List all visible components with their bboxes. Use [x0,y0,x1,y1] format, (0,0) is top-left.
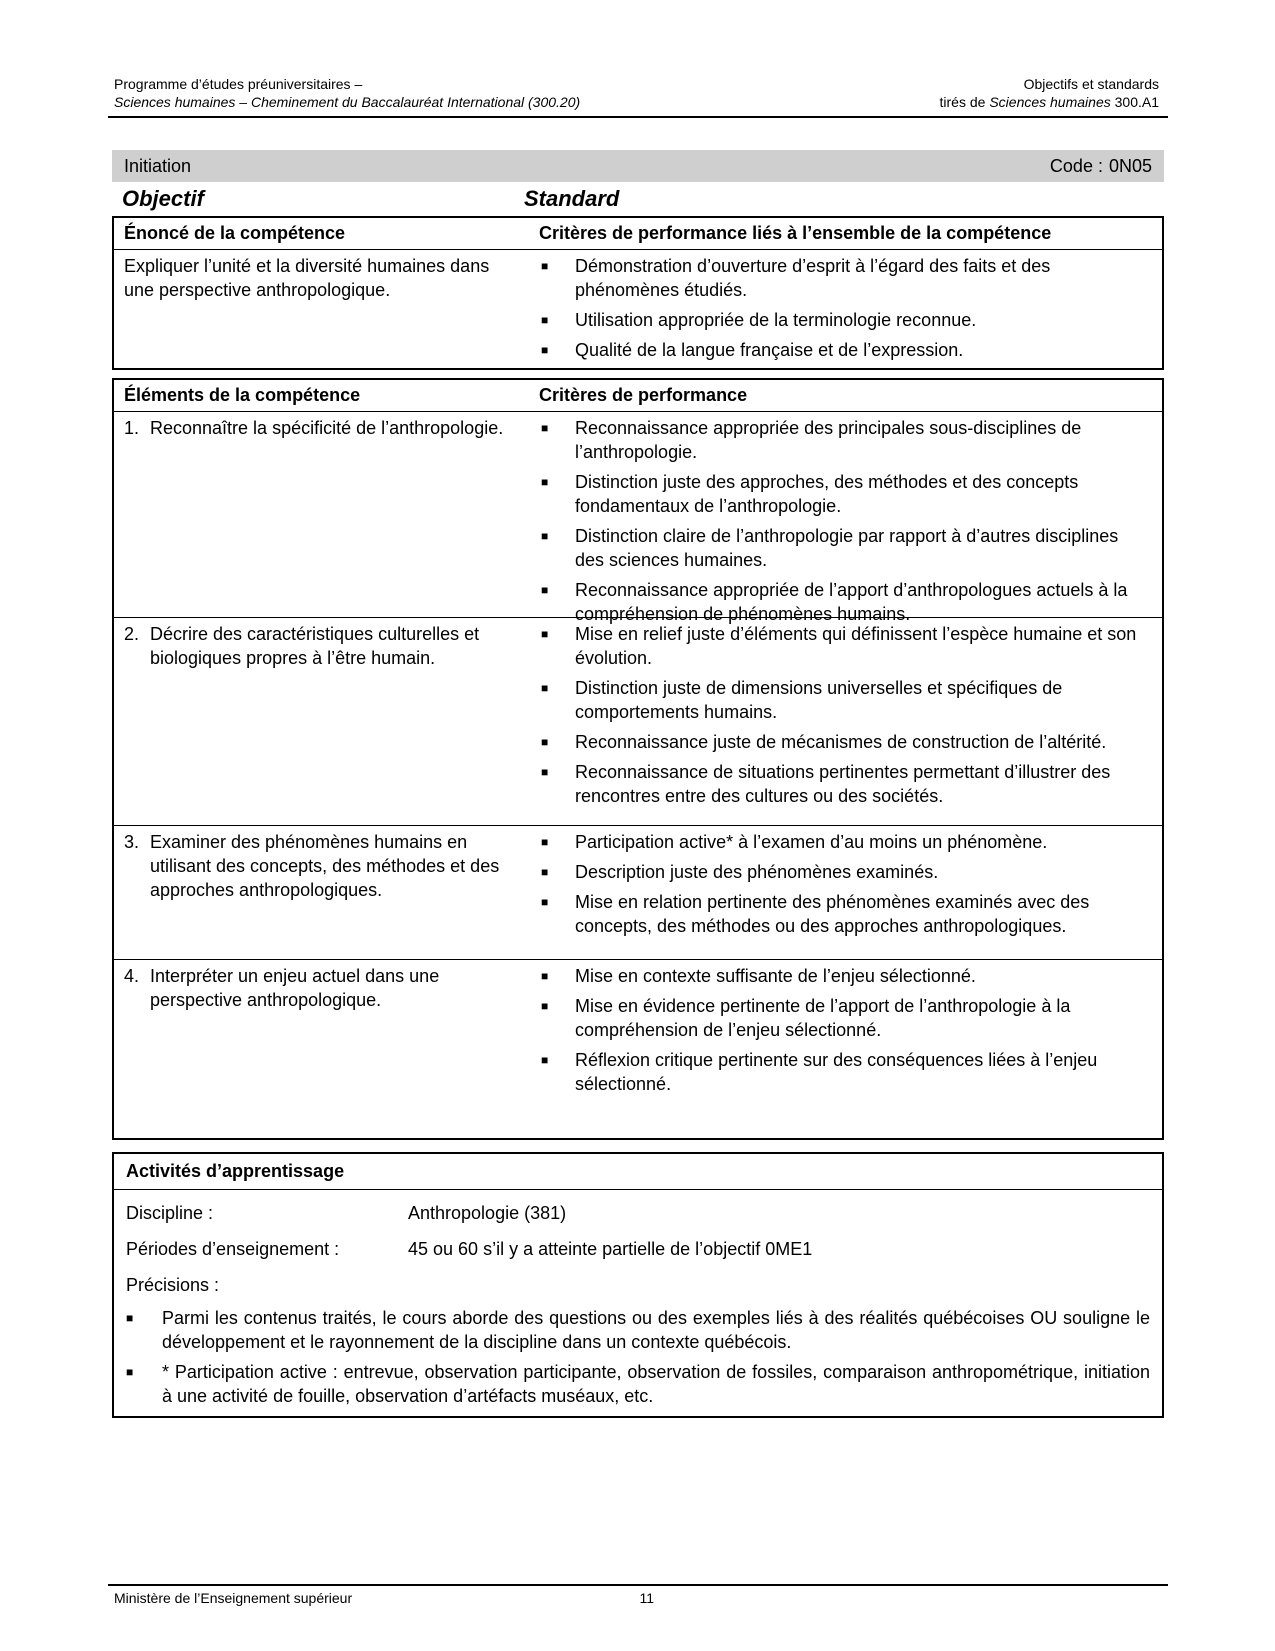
elements-box [112,378,1164,1140]
criterion-item: ■ Distinction juste de dimensions universelles et spécifiques de comportements humains. [541,678,1063,722]
square-bullet-icon: ■ [541,259,549,273]
criterion-item: ■ Qualité de la langue française et de l’expression. [541,340,964,360]
criterion-item: ■ Description juste des phénomènes examinés. [541,862,939,882]
element-criteria-list [539,622,1152,808]
footer-ministry: Ministère de l’Enseignement supérieur [114,1590,353,1606]
competence-box [112,216,1164,370]
element-row [114,412,1162,624]
criterion-item: ■ Participation active* à l’examen d’au moins un phénomène. [541,832,1048,852]
square-bullet-icon: ■ [541,343,549,357]
criterion-item: ■ Utilisation appropriée de la terminologie reconnue. [541,310,977,330]
objective-bar [112,150,1164,182]
objective-title: Initiation [124,155,192,176]
criterion-item: ■ Reconnaissance de situations pertinentes permettant d’illustrer des rencontres entre des cultures ou des sociétés. [541,762,1111,806]
square-bullet-icon: ■ [541,681,549,695]
element-criteria-list [539,964,1152,1096]
competence-statement: Expliquer l’unité et la diversité humaines dans une perspective anthropologique. [124,256,490,300]
header-program: Programme d’études préuniversitaires – [114,76,363,92]
square-bullet-icon: ■ [541,835,549,849]
element-criteria-list [539,830,1152,938]
competence-criteria-list [539,254,1152,362]
criterion-item: ■ Mise en relation pertinente des phénomènes examinés avec des concepts, des méthodes ou des approches anthropologiques. [541,892,1090,936]
square-bullet-icon: ■ [541,765,549,779]
header-objectives: Objectifs et standards [1023,76,1159,92]
criterion-item: ■ Distinction claire de l’anthropologie par rapport à d’autres disciplines des sciences humaines. [541,526,1119,570]
element-text: Interpréter un enjeu actuel dans une perspective anthropologique. [150,966,440,1010]
header-rule [108,116,1168,118]
criterion-item: ■ Démonstration d’ouverture d’esprit à l’égard des faits et des phénomènes étudiés. [541,256,1051,300]
square-bullet-icon: ■ [541,475,549,489]
precision-item: ■ * Participation active : entrevue, observation participante, observation de fossiles, comparaison anthropométrique, initiation à une activité de fouille, observation d’artéfacts muséaux, etc. [126,1362,1150,1406]
element-row [114,960,1162,1104]
square-bullet-icon: ■ [541,735,549,749]
objective-heading: Objectif [122,186,204,211]
criterion-item: ■ Réflexion critique pertinente sur des conséquences liées à l’enjeu sélectionné. [541,1050,1098,1094]
precisions-label: Précisions : [126,1275,220,1295]
precisions-list [114,1306,1162,1408]
header-source: tirés de Sciences humaines 300.A1 [939,94,1159,110]
square-bullet-icon: ■ [541,529,549,543]
square-bullet-icon: ■ [541,1053,549,1067]
standard-heading: Standard [524,186,620,211]
page-number: 11 [639,1590,654,1606]
square-bullet-icon: ■ [541,999,549,1013]
element-number: 1. [124,418,140,438]
square-bullet-icon: ■ [541,895,549,909]
square-bullet-icon: ■ [541,865,549,879]
square-bullet-icon: ■ [126,1311,134,1325]
square-bullet-icon: ■ [126,1365,134,1379]
activities-box [112,1152,1164,1418]
square-bullet-icon: ■ [541,421,549,435]
square-bullet-icon: ■ [541,627,549,641]
footer-rule [108,1584,1168,1586]
criterion-item: ■ Mise en contexte suffisante de l’enjeu sélectionné. [541,966,976,986]
element-text: Décrire des caractéristiques culturelles et biologiques propres à l’être humain. [150,624,480,668]
precision-item: ■ Parmi les contenus traités, le cours aborde des questions ou des exemples liés à des réalités québécoises OU souligne le développement et le rayonnement de la discipline dans un contexte québécois. [126,1308,1150,1352]
column-headers [122,186,1162,216]
criterion-item: ■ Reconnaissance juste de mécanismes de construction de l’altérité. [541,732,1107,752]
criterion-item: ■ Mise en relief juste d’éléments qui définissent l’espèce humaine et son évolution. [541,624,1137,668]
activities-header: Activités d’apprentissage [114,1154,1162,1190]
objective-code: Code : 0N05 [1049,155,1152,176]
criterion-item: ■ Reconnaissance appropriée de l’apport d’anthropologues actuels à la compréhension de phénomènes humains. [541,580,1128,624]
running-header [114,75,1159,111]
element-number: 4. [124,966,140,986]
header-pathway: Sciences humaines – Cheminement du Baccalauréat International (300.20) [114,94,581,110]
square-bullet-icon: ■ [541,313,549,327]
criterion-item: ■ Reconnaissance appropriée des principales sous-disciplines de l’anthropologie. [541,418,1082,462]
competence-header: Énoncé de la compétence Critères de performance liés à l’ensemble de la compétence [114,218,1162,250]
square-bullet-icon: ■ [541,583,549,597]
element-row [114,826,1162,960]
discipline-line: Discipline : Anthropologie (381) [126,1203,567,1223]
element-criteria-list [539,416,1152,626]
element-text: Reconnaître la spécificité de l’anthropologie. [150,418,504,438]
criterion-item: ■ Mise en évidence pertinente de l’apport de l’anthropologie à la compréhension de l’enjeu sélectionné. [541,996,1071,1040]
element-number: 3. [124,832,140,852]
square-bullet-icon: ■ [541,969,549,983]
criterion-item: ■ Distinction juste des approches, des méthodes et des concepts fondamentaux de l’anthropologie. [541,472,1079,516]
element-text: Examiner des phénomènes humains en utilisant des concepts, des méthodes et des approches anthropologiques. [150,832,500,900]
page-footer [114,1590,654,1606]
periods-line: Périodes d’enseignement : 45 ou 60 s’il y a atteinte partielle de l’objectif 0ME1 [126,1239,813,1259]
element-row [114,618,1162,826]
elements-header: Éléments de la compétence Critères de performance [114,380,1162,412]
element-number: 2. [124,624,140,644]
